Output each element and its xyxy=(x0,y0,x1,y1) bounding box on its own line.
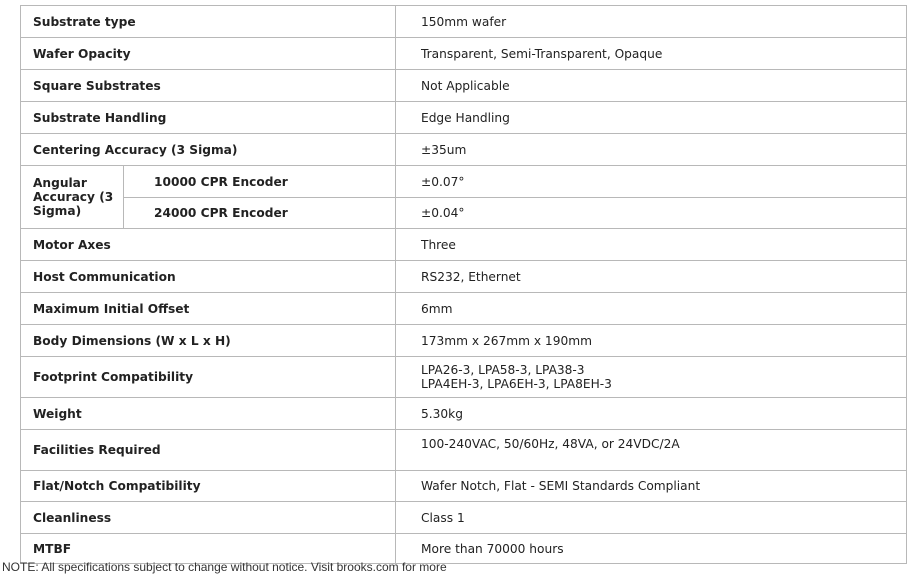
row-label: Substrate type xyxy=(21,6,396,38)
row-label: Cleanliness xyxy=(21,502,396,534)
table-row xyxy=(21,166,907,198)
table-row xyxy=(21,325,907,357)
table-row xyxy=(21,102,907,134)
row-label: Substrate Handling xyxy=(21,102,396,134)
row-value: 6mm xyxy=(396,293,907,325)
row-value: ±0.07° xyxy=(396,166,907,198)
row-value: Not Applicable xyxy=(396,70,907,102)
row-value-multiline xyxy=(396,357,907,398)
row-label: Motor Axes xyxy=(21,229,396,261)
table-row xyxy=(21,70,907,102)
table-row xyxy=(21,471,907,502)
row-label: MTBF xyxy=(21,534,396,564)
row-value: Wafer Notch, Flat - SEMI Standards Compliant xyxy=(396,471,907,502)
row-label: Centering Accuracy (3 Sigma) xyxy=(21,134,396,166)
sub-row-label: 10000 CPR Encoder xyxy=(124,166,396,198)
table-row xyxy=(21,198,907,229)
row-value: Edge Handling xyxy=(396,102,907,134)
table-row xyxy=(21,261,907,293)
row-label: Facilities Required xyxy=(21,430,396,471)
row-value: 100-240VAC, 50/60Hz, 48VA, or 24VDC/2A xyxy=(396,430,907,471)
row-label: Body Dimensions (W x L x H) xyxy=(21,325,396,357)
specifications-table xyxy=(20,5,907,564)
table-row xyxy=(21,293,907,325)
row-value: RS232, Ethernet xyxy=(396,261,907,293)
table-row xyxy=(21,357,907,398)
table-row xyxy=(21,229,907,261)
table-row xyxy=(21,430,907,471)
row-value: More than 70000 hours xyxy=(396,534,907,564)
row-value: 173mm x 267mm x 190mm xyxy=(396,325,907,357)
sub-row-label: 24000 CPR Encoder xyxy=(124,198,396,229)
table-row xyxy=(21,398,907,430)
row-value: ±35um xyxy=(396,134,907,166)
row-label: Host Communication xyxy=(21,261,396,293)
row-label: Wafer Opacity xyxy=(21,38,396,70)
row-value: ±0.04° xyxy=(396,198,907,229)
footnote: NOTE: All specifications subject to change without notice. Visit brooks.com for more xyxy=(2,560,447,574)
row-label: Flat/Notch Compatibility xyxy=(21,471,396,502)
row-label: Weight xyxy=(21,398,396,430)
row-value: Class 1 xyxy=(396,502,907,534)
row-value: Transparent, Semi-Transparent, Opaque xyxy=(396,38,907,70)
row-value: 5.30kg xyxy=(396,398,907,430)
table-row xyxy=(21,134,907,166)
table-row xyxy=(21,38,907,70)
row-label: Footprint Compatibility xyxy=(21,357,396,398)
row-value: Three xyxy=(396,229,907,261)
row-label: Angular Accuracy (3 Sigma) xyxy=(21,166,124,229)
table-row xyxy=(21,534,907,564)
row-label: Square Substrates xyxy=(21,70,396,102)
table-row xyxy=(21,502,907,534)
row-value-line: LPA4EH-3, LPA6EH-3, LPA8EH-3 xyxy=(421,377,612,391)
row-label: Maximum Initial Offset xyxy=(21,293,396,325)
row-value: 150mm wafer xyxy=(396,6,907,38)
row-value-line: LPA26-3, LPA58-3, LPA38-3 xyxy=(421,363,585,377)
table-row xyxy=(21,6,907,38)
